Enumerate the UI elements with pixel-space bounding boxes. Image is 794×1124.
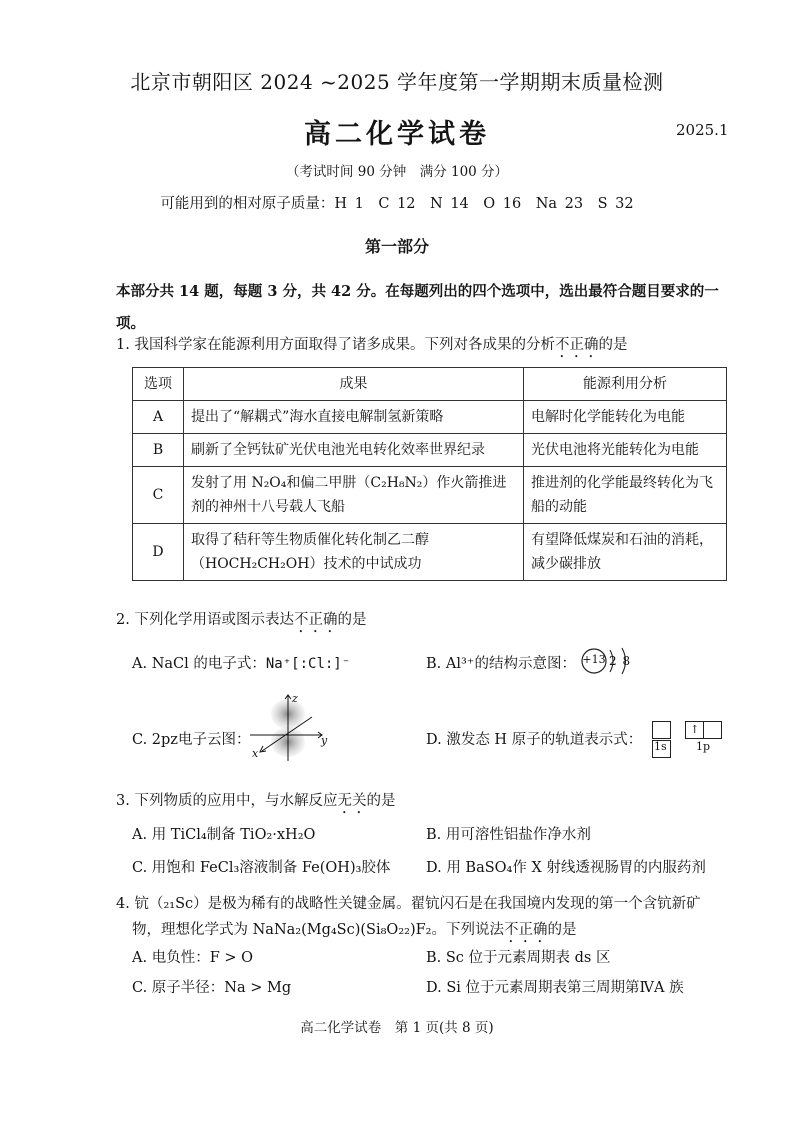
q2-option-c xyxy=(132,728,250,749)
table-row xyxy=(133,467,727,524)
q2-option-b xyxy=(426,652,576,673)
atomic-masses: 可能用到的相对原子质量：H 1 C 12 N 14 O 16 Na 23 S 32 xyxy=(160,196,634,212)
exam-title: 高二化学试卷 xyxy=(304,119,490,150)
q2-stem-end: 的是 xyxy=(337,612,367,628)
q3-stem xyxy=(116,789,395,817)
nacl-electron-formula: Na⁺[:Cl:]⁻ xyxy=(265,656,351,672)
q1-row-option: C xyxy=(133,467,184,524)
q1-row-analysis: 电解时化学能转化为电能 xyxy=(524,401,727,434)
q4-stem-emphasis: 不正确 xyxy=(503,922,548,938)
q3-option-c: C. 用饱和 FeCl₃溶液制备 Fe(OH)₃胶体 xyxy=(132,860,391,876)
q1-row-result: 刷新了全钙钛矿光伏电池光电转化效率世界纪录 xyxy=(184,434,524,467)
q1-row-option: D xyxy=(133,524,184,581)
q1-table-header xyxy=(133,368,727,401)
q2-option-b-label: B. Al³⁺的结构示意图： xyxy=(426,656,576,672)
q4-stem-end: 的是 xyxy=(547,922,577,938)
q3-stem-text: 3. 下列物质的应用中，与水解反应 xyxy=(116,793,338,809)
q1-row-option: B xyxy=(133,434,184,467)
q4-stem-text: 物，理想化学式为 NaNa₂(Mg₄Sc)(Si₈O₂₂)F₂。下列说法 xyxy=(132,922,504,938)
q1-row-result: 提出了“解耦式”海水直接电解制氢新策略 xyxy=(184,401,524,434)
q2-stem-emphasis: 不正确 xyxy=(293,612,338,628)
q3-option-d: D. 用 BaSO₄作 X 射线透视肠胃的内服药剂 xyxy=(426,860,706,876)
exam-info: （考试时间 90 分钟 满分 100 分） xyxy=(285,164,509,180)
q1-row-option: A xyxy=(133,401,184,434)
q1-header-option: 选项 xyxy=(133,368,184,401)
pz-orbital-diagram xyxy=(244,693,334,763)
axis-x-label: x xyxy=(252,747,259,760)
table-row xyxy=(133,524,727,581)
table-row xyxy=(133,434,727,467)
q3-stem-end: 的是 xyxy=(366,793,396,809)
q4-option-b: B. Sc 位于元素周期表 ds 区 xyxy=(426,950,611,966)
q4-option-c: C. 原子半径：Na > Mg xyxy=(132,980,292,996)
q4-option-a: A. 电负性：F > O xyxy=(132,950,254,966)
q2-option-d-label: D. 激发态 H 原子的轨道表示式： xyxy=(426,732,643,748)
orbital-1s-label: 1s xyxy=(654,740,667,753)
q1-stem-text: 1. 我国科学家在能源利用方面取得了诸多成果。下列对各成果的分析 xyxy=(116,337,555,353)
q2-option-a-label: A. NaCl 的电子式： xyxy=(132,656,266,672)
q1-row-result: 发射了用 N₂O₄和偏二甲肼（C₂H₈N₂）作火箭推进剂的神州十八号载人飞船 xyxy=(184,467,524,524)
section-title: 第一部分 xyxy=(364,237,429,256)
page-footer: 高二化学试卷 第 1 页(共 8 页) xyxy=(300,1020,494,1036)
q4-stem-line1: 4. 钪（₂₁Sc）是极为稀有的战略性关键金属。翟钪闪石是在我国境内发现的第一个含钪新矿 xyxy=(116,896,701,912)
exam-date: 2025.1 xyxy=(676,121,729,139)
q1-row-analysis: 光伏电池将光能转化为电能 xyxy=(524,434,727,467)
axis-y-label: y xyxy=(321,734,328,747)
al-nucleus-charge: +13 xyxy=(582,653,606,666)
q2-option-d xyxy=(426,728,642,749)
q1-row-analysis: 推进剂的化学能最终转化为飞船的动能 xyxy=(524,467,727,524)
orbital-1p-box-2 xyxy=(703,721,722,739)
q3-option-a: A. 用 TiCl₄制备 TiO₂·xH₂O xyxy=(132,827,316,843)
q1-row-result: 取得了秸秆等生物质催化转化制乙二醇（HOCH₂CH₂OH）技术的中试成功 xyxy=(184,524,524,581)
q2-stem-text: 2. 下列化学用语或图示表达 xyxy=(116,612,294,628)
axis-z-label: z xyxy=(292,692,298,705)
q1-header-analysis: 能源利用分析 xyxy=(524,368,727,401)
q1-table xyxy=(132,367,727,581)
q2-option-a xyxy=(132,652,350,673)
q2-option-c-label: C. 2pz电子云图： xyxy=(132,732,251,748)
orbital-1s-box xyxy=(652,721,671,739)
section-instructions: 本部分共 14 题，每题 3 分，共 42 分。在每题列出的四个选项中，选出最符合题目要求的一项。 xyxy=(116,283,719,332)
q2-stem xyxy=(116,608,366,636)
q4-option-d: D. Si 位于元素周期表第三周期第ⅣA 族 xyxy=(426,980,684,996)
q3-option-b: B. 用可溶性铝盐作净水剂 xyxy=(426,827,591,843)
h-orbital-diagram xyxy=(652,719,732,755)
q1-stem-emphasis: 不正确 xyxy=(554,337,599,353)
q3-stem-emphasis: 无关 xyxy=(337,793,367,809)
q1-row-analysis: 有望降低煤炭和石油的消耗，减少碳排放 xyxy=(524,524,727,581)
al-ion-structure-diagram xyxy=(580,646,640,676)
orbital-1p-label: 1p xyxy=(696,740,711,753)
orbital-1p-box-1: ↑ xyxy=(685,721,704,739)
q1-stem xyxy=(116,333,627,361)
exam-header-line: 北京市朝阳区 2024 ~2025 学年度第一学期期末质量检测 xyxy=(130,70,664,94)
al-shell-electrons: 2 8 xyxy=(609,654,632,668)
q4-stem-line2 xyxy=(132,918,576,946)
table-row xyxy=(133,401,727,434)
q1-stem-end: 的是 xyxy=(598,337,628,353)
q1-header-result: 成果 xyxy=(184,368,524,401)
